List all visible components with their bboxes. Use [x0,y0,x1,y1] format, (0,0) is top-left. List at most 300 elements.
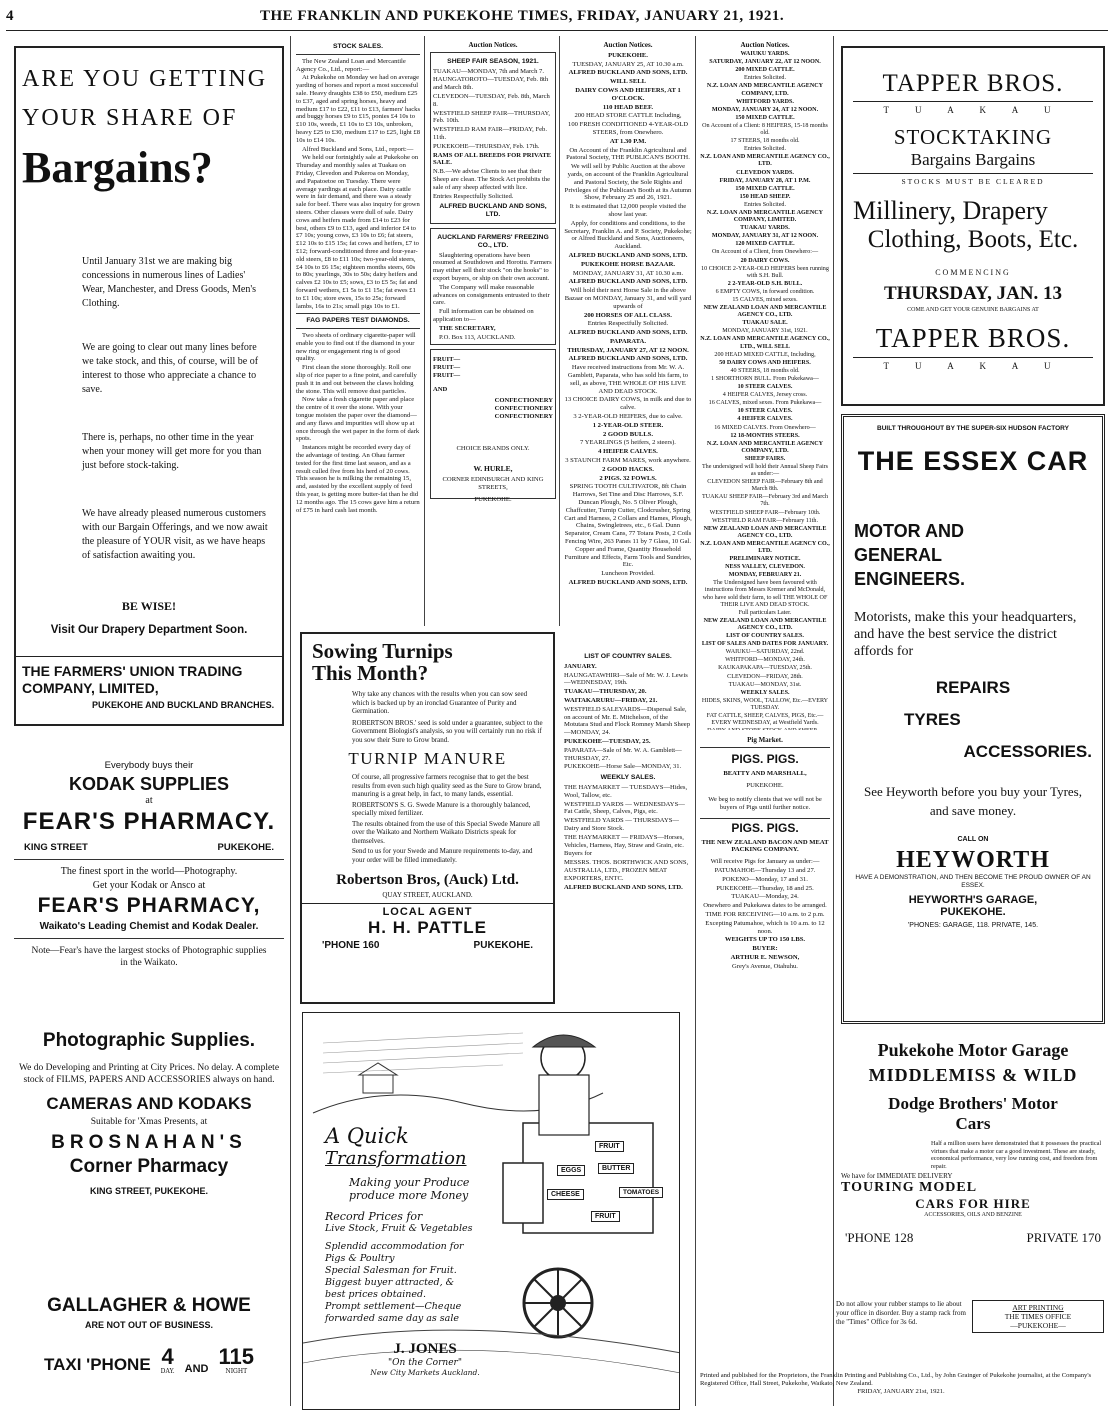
call-on: CALL ON [957,836,989,843]
sheep-fair-item: HAUNGATOROTO—TUESDAY, Feb. 8th and March 8th. [433,76,549,92]
auction-line: 200 HEAD MIXED CATTLE, Including, [714,351,816,358]
auction-line: CLEVEDON YARDS. [736,169,794,176]
turnips-para-5: The results obtained from the use of this Special Swede Manure all over the Waikato and Northern Waikato Districts speak for themselves. [352,819,540,845]
clothing-boots-line: Clothing, Boots, Etc. [867,226,1079,253]
jones-r7: best prices obtained. [325,1289,427,1300]
turnips-para-2: ROBERTSON BROS.' seed is sold under a guarantee, subject to the Government Biologist's analysis, so you will certainly run no risk if you sow their Sure to Grow brand. [352,718,543,744]
art-printing: ART PRINTING [1012,1303,1064,1312]
stock-sales-paragraph: The New Zealand Loan and Mercantile Agency Co., Ltd., report:— [296,57,406,73]
transformation-heading: Transformation [325,1148,467,1169]
kodak-town: PUKEKOHE. [217,842,274,853]
jones-r4: Pigs & Poultry [325,1253,395,1264]
imprint-text: Printed and published for the Proprietors, the Franklin Printing and Publishing Co., Ltd., by John Grainger of Pukekohe journalist, at the Company's Registered Office, Hall Street, Pukekohe, Waikato, New Zealand. [700,1372,1092,1387]
tapper-bros-ad [841,46,1105,406]
auction-line: 10 CHOICE 2-YEAR-OLD HEIFERS been running with S.H. Bull. [701,265,829,279]
robertson-bros-firm: Robertson Bros, (Auck) Ltd. [336,872,519,888]
motorists-text: Motorists, make this your headquarters, and have the best service the district affords for [854,610,1077,659]
bargains-para-1: Until January 31st we are making big concessions in numerous lines of Ladies' Wear, Manchester, and Dress Goods, Men's Clothing. [82,256,257,309]
auction-line: 100 FRESH CONDITIONED 4-YEAR-OLD STEERS, from Onewhero. [568,121,688,136]
this-month-heading: This Month? [312,661,429,685]
auction-line: FRIDAY, JANUARY 28, AT 1 P.M. [719,177,811,184]
auction-line: SATURDAY, JANUARY 22, AT 12 NOON. [709,59,821,66]
jones-corner: "On the Corner" [388,1358,462,1368]
masthead-rule [6,30,1108,31]
auction-line: CLEVEDON—FRIDAY, 28th. [727,673,803,680]
pigs-heading-2: PIGS. PIGS. [731,820,799,835]
column-rule-3 [559,36,560,626]
auction-line: 4 HEIFER CALVES. [598,448,658,456]
auction-line: 16 CALVES, mixed sexes. From Pukekawa— [708,400,822,407]
country-sales-column [564,650,692,1005]
country-sale-item: TUAKAU—THURSDAY, 20. [564,688,647,696]
and-label: AND [184,1363,209,1375]
crate-butter: BUTTER [598,1163,634,1174]
auction-line: 150 HEAD SHEEP. [739,193,791,200]
corner-pharmacy-heading: Corner Pharmacy [69,1156,229,1177]
photographic-supplies-heading: Photographic Supplies. [42,1030,256,1051]
sheep-fair-item: WESTFIELD RAM FAIR—FRIDAY, Feb. 11th. [433,126,547,141]
stock-sales-paragraph: At Pukekohe on Monday we had on average yarding of horses and report a most successful sale. Heavy draughts £38 to £50, medium £25 to £37, aged and spring horses, heavy and medium £17 to £22, £11 to £13, farmers' hacks and buggy horses £9 to £15, ponies £4 10s to £10 10s, weeds, £1 10s to £3 10s, unbroken, heavy £25 to £30, medium £17 to £25, light £8 10s to £14 10s. [296,74,420,144]
beatty-town: PUKEKOHE. [746,782,784,790]
j-jones-name: J. JONES [393,1341,457,1357]
confectionery-2: CONFECTIONERY [494,405,553,413]
motor-and: MOTOR AND [854,521,964,541]
auction-line: NESS VALLEY, CLEVEDON. [725,564,805,571]
jones-r6: Biggest buyer attracted, & [325,1277,455,1288]
stock-sales-heading: STOCK SALES. [332,43,384,50]
auction-line: 2 GOOD HACKS. [602,465,654,473]
auction-line: 2 2-YEAR-OLD S.H. BULL. [727,280,803,287]
country-sale-item: HAUNGATAWHIRI—Sale of Mr. W. J. Lewis—WEDNESDAY, 19th. [564,671,688,687]
auction-line: WILL SELL [609,78,647,86]
auction-line: 2 PIGS. 32 FOWLS. [599,474,657,482]
auction-line: 4 HEIFER CALVES, Jersey cross. [722,392,808,399]
gallagher-howe-heading: GALLAGHER & HOWE [47,1295,251,1316]
auction-line: Entries Solicited. [744,146,786,153]
pig-market-heading: Pig Market. [747,736,783,744]
auction-line: 150 MIXED CATTLE. [735,185,795,192]
country-sale-item: PUKEKOHE—TUESDAY, 25. [564,737,651,745]
sowing-turnips-heading: Sowing Turnips [312,639,453,663]
kodak-line1: The finest sport in the world—Photography. [60,866,238,877]
local-agent-label: LOCAL AGENT [382,906,473,918]
agent-name: H. H. PATTLE [367,918,488,937]
sheep-fair-notice [430,52,556,224]
farmhouse-icon [363,1075,393,1093]
auction-line: 2 GOOD BULLS. [602,430,653,438]
auction-line: DAIRY COWS AND HEIFERS, AT 1 O'CLOCK. [575,86,681,102]
heyworth-phones: 'PHONES: GARAGE, 118. PRIVATE, 145. [907,922,1039,929]
commencing-date: THURSDAY, JAN. 13 [883,283,1063,304]
weekly-sales-heading: WEEKLY SALES. [600,774,656,782]
auction-line: WAIUKU—SATURDAY, 22nd. [725,649,805,656]
country-sale-item: PUKEKOHE—Horse Sale—MONDAY, 31. [564,763,682,771]
auction-line: MONDAY, JANUARY 24, AT 12 NOON. [711,106,819,113]
weekly-sale-item: THE HAYMARKET — TUESDAYS—Hides, Wool, Tallow, etc. [564,783,688,799]
fears-pharmacy-heading: FEAR'S PHARMACY. [22,808,276,835]
bargains-bargains: Bargains Bargains [910,150,1036,169]
auction-column-5 [700,40,830,730]
pig-schedule-line: PUKEKOHE—Thursday, 18 and 25. [716,884,814,892]
weekly-sale-item: WESTFIELD YARDS — WEDNESDAYS—Fat Cattle, Sheep, Calves, Pigs, etc. [564,800,685,816]
heyworth-heading: HEYWORTH [896,847,1050,873]
weekly-sale-item: ALFRED BUCKLAND AND SONS, LTD. [564,883,683,891]
freezing-paragraph: The Company will make reasonable advances on consignments entrusted to their care. [433,283,550,307]
auction-line: 200 MIXED CATTLE. [735,67,795,74]
auction-line: TUAKAU YARDS. [740,225,790,232]
photo-line1: We do Developing and Printing at City Prices. No delay. A complete stock of FILMS, PAPERS AND ACCESSORIES always on hand. [18,1063,280,1085]
auction-line: NEW ZEALAND LOAN AND MERCANTILE AGENCY CO., LTD. [703,525,827,539]
jones-r9: forwarded same day as sale [325,1313,459,1324]
pig-schedule-line: TIME FOR RECEIVING—10 a.m. to 2 p.m. [705,910,825,918]
tapper-town-2: T U A K A U [883,361,1063,371]
general: GENERAL [854,545,943,565]
auction-line: PRELIMINARY NOTICE. [729,556,801,563]
turnip-manure-heading: TURNIP MANURE [348,749,507,768]
heyworth-demo: HAVE A DEMONSTRATION, AND THEN BECOME THE PROUD OWNER OF AN ESSEX. [855,874,1091,889]
auction-line: NEW ZEALAND LOAN AND MERCANTILE AGENCY CO., LTD. [703,305,827,319]
sheep-fair-item: CLEVEDON—TUESDAY, Feb. 8th, March 8. [433,92,550,108]
auction-line: The Undersigned have been favoured with instructions from Messrs Kremer and McDonald, who have sold their farm, to sell THE WHOLE OF THEIR LIVE AND DEAD STOCK. [702,580,828,608]
stock-sales-list [296,58,420,311]
farmers-union-branches: PUKEKOHE AND BUCKLAND BRANCHES. [92,700,275,710]
be-wise: BE WISE! [121,599,177,613]
times-office-town: —PUKEKOHE— [1010,1321,1066,1330]
buckland-signoff: ALFRED BUCKLAND AND SONS, LTD. [439,203,547,219]
accessories: ACCESSORIES. [963,742,1092,761]
sheep-fair-list [433,68,553,201]
commencing-label: COMMENCING [935,268,1011,277]
night-phone-number: 115 [218,1344,255,1369]
bargains-headline: Bargains? [22,143,213,192]
pig-schedule-line: POKENO—Monday, 17 and 31. [722,875,808,883]
auction-line: FAT CATTLE, SHEEP, CALVES, PIGS, Etc.—EVERY WEDNESDAY, at Westfield Yards. [706,712,824,727]
auction-line: ALFRED BUCKLAND AND SONS, LTD. [568,355,688,363]
auction-line: MONDAY, JANUARY 31, AT 12 NOON. [711,233,819,240]
imprint-date: FRIDAY, JANUARY 21st, 1921. [857,1388,945,1395]
auction-line: MONDAY, FEBRUARY 21. [728,572,802,579]
gallagher-howe-ad [14,1295,284,1410]
diamonds-paragraph: Now take a fresh cigarette paper and place the centre of it over the stone. With your tongue moisten the paper over the diamond—and any flaws and impurities will show up at once through the wet paper in the form of dark spots. [296,396,420,443]
night-label: NIGHT [225,1368,248,1375]
farmers-union-ad [14,46,284,726]
auction-line: WESTFIELD SHEEP FAIR—February 10th. [709,509,821,516]
auction-line: KAUKAPAKAPA—TUESDAY, 25th. [718,665,812,672]
agent-phone: 'PHONE 160 [322,940,380,951]
jones-r8: Prompt settlement—Cheque [325,1301,462,1312]
fag-papers-heading: FAG PAPERS TEST DIAMONDS. [306,317,410,325]
diamonds-paragraph: Instances might be recorded every day of the advantage of testing. An Ohau farmer tested for the first time last season, and as a result culled five from his herd of 20 cows. This season he is milking the remaining 15, and, assisted by the excellent supply of feed this year, is getting more butter-fat than he did 12 months ago. The 15 cows gave him a return of £75 in hard cash last month. [296,444,420,514]
weekly-sale-item: Buyers for [564,850,593,858]
auction-line: 7 YEARLINGS (5 heifers, 2 steers). [580,439,676,447]
fruit-1: FRUIT— [433,356,461,364]
weekly-sale-item: MESSRS. THOS. BORTHWICK AND SONS, AUSTRALIA, LTD., FROZEN MEAT EXPORTERS, ENTC. [564,859,689,882]
tapper-bros-heading-2: TAPPER BROS. [875,323,1071,353]
crate-tomatoes: TOMATOES [619,1187,663,1198]
and-label-3: AND [433,385,448,393]
freezing-notice [430,228,556,345]
auction-line: PUKEKOHE. [608,51,648,59]
auction-line: LIST OF COUNTRY SALES. [726,633,804,640]
auction-line: N.Z. LOAN AND MERCANTILE AGENCY COMPANY, LTD. [706,440,824,454]
column-rule-5 [833,36,834,1406]
column-rule-4 [695,36,696,1406]
turnips-para-3: Of course, all progressive farmers recognise that to get the best results from even such high quality seed as the Sure to Grow brand, manuring is a great help, in fact, to many lands, essential. [352,773,542,798]
auction-notices-heading-3: Auction Notices. [468,41,518,49]
cameras-kodaks-heading: CAMERAS AND KODAKS [46,1094,252,1113]
freezing-paragraph: Slaughtering operations have been resumed at Southdown and Horotiu. Farmers may either sell their stock "on the hooks" to export buyers, or ship on their own account. [433,251,552,282]
auction-line: 120 MIXED CATTLE. [735,241,795,248]
auction-line: On Account of a Client, from Onewhero:— [711,249,819,256]
taxi-phone-label: TAXI 'PHONE [43,1355,151,1374]
auction-line: 13 CHOICE DAIRY COWS, in milk and due to calve. [564,396,692,412]
auction-line: 10 STEER CALVES. [737,408,793,415]
weekly-sale-item: WESTFIELD YARDS — THURSDAYS—Dairy and Store Stock. [564,817,679,832]
pig-schedule-line: Excepting Patumahoe, which is 10 a.m. to 12 noon. [705,919,825,935]
country-sale-item: WAITAKARURU—FRIDAY, 21. [564,696,658,704]
hurle-town: PUKEKOHE. [474,496,512,504]
freezing-paragraph: P.O. Box 113, AUCKLAND. [439,333,516,341]
auction-line: N.Z. LOAN AND MERCANTILE AGENCY CO., LTD. [700,540,830,554]
farmers-union-company: THE FARMERS' UNION TRADING COMPANY, LIMITED, [22,663,243,696]
times-office: THE TIMES OFFICE [1004,1312,1072,1321]
auction-line: WHITFORD YARDS. [736,98,794,105]
hurle-name: W. HURLE, [473,463,513,473]
robertson-address: QUAY STREET, AUCKLAND. [382,891,473,899]
auction-line: 17 STEERS, 18 months old. [730,138,800,145]
auction-line: HIDES, SKINS, WOOL, TALLOW, Etc.—EVERY TUESDAY. [701,697,829,711]
kodak-street: KING STREET [24,842,88,853]
middlemiss-wild-names: MIDDLEMISS & WILD [868,1065,1078,1085]
auction-line: 1 2-YEAR-OLD STEER. [592,421,664,429]
auction-line: LIST OF SALES AND DATES FOR JANUARY. [701,641,829,648]
auction-line: 40 STEERS, 18 months old. [730,367,800,374]
bargains-line2: YOUR SHARE OF [22,105,238,131]
fears-pharmacy-ad [14,760,284,1010]
tyres: TYRES [904,710,961,729]
turnips-para-1: Why take any chances with the results when you can sow seed which is backed up by an ironclad Guarantee of Purity and Germination. [352,690,528,715]
pig-schedule-line: BUYER: [752,945,778,953]
auction-line: Have received instructions from Mr. W. A. Gamblett, Paparata, who has sold his farm, to sell, as above, THE WHOLE OF HIS LIVE AND DEAD STOCK. [567,364,689,395]
hurle-address: CORNER EDINBURGH AND KING STREETS, [442,476,544,492]
auction-line: Will hold their next Horse Sale in the above Bazaar on MONDAY, January 31, and will yard upwards of [564,287,692,310]
auction-line: AT 1.30 P.M. [609,137,647,145]
freezing-heading: AUCKLAND FARMERS' FREEZING CO., LTD. [437,233,549,249]
auction-line: TUAKAU—MONDAY, 31st. [728,681,802,688]
pig-schedule-line: Grey's Avenue, Otahuhu. [732,962,798,970]
auction-line: Luncheon Provided. [601,570,655,578]
photo-line2: Suitable for 'Xmas Presents, at [90,1117,208,1127]
auction-line: 12 18-MONTHS STEERS. [730,432,800,439]
sheep-fair-item: TUAKAU—MONDAY, 7th and March 7. [433,67,544,75]
see-heyworth: See Heyworth before you buy your Tyres, and save money. [864,784,1082,818]
weekly-sales-list [564,784,692,891]
kodak-line2: Get your Kodak or Ansco at [92,880,206,891]
fears-pharmacy-heading-2: FEAR'S PHARMACY, [37,894,261,917]
kodak-note: Note—Fear's have the largest stocks of Photographic supplies in the Waikato. [31,946,267,968]
dodge-brothers-1: Dodge Brothers' Motor [888,1094,1058,1113]
country-sale-item: WESTFIELD SALEYARDS—Dispersal Sale, on account of Mr. E. Mitchelson, of the Motutara Stud and Flock Romney Marsh Sheep—MONDAY, 24. [564,705,690,737]
auction-line: 4 HEIFER CALVES. [737,416,793,423]
bargains-para-2: We are going to clear out many lines before we take stock, and this, of course, will be of interest to those who appreciate a chance to save. [82,342,259,395]
column-rule-1 [290,36,291,1406]
jones-sub-1: Making your Produce [349,1176,470,1189]
farmer-body [539,1075,589,1135]
crate-fruit-1: FRUIT [595,1141,624,1152]
stock-sales-paragraph: Alfred Buckland and Sons, Ltd., report:— [302,145,414,153]
diamonds-paragraph: First clean the stone thoroughly. Roll one slip of rice paper to a fine point, and carefully push it in and out between the claws holding the stone. This will remove dust particles. [296,364,417,395]
auction-line: TUESDAY, JANUARY 25, AT 10.30 a.m. [572,60,684,68]
auction-line: ALFRED BUCKLAND AND SONS, LTD. [568,251,688,259]
sheep-fair-item: WESTFIELD SHEEP FAIR—THURSDAY, Feb. 10th. [433,109,551,125]
kodak-at: at [145,795,153,806]
pig-schedule-line: Will receive Pigs for January as under:— [710,858,820,866]
heyworth-town: PUKEKOHE. [940,906,1006,918]
pig-schedule [700,858,830,970]
diamonds-paragraph: Two sheets of ordinary cigarette-paper will enable you to find out if the diamond in your new ring or engagement ring is of good quality. [296,332,416,363]
auction-line: WHITFORD—MONDAY, 24th. [725,657,805,664]
jones-sub-2: produce more Money [349,1189,469,1202]
jones-r3: Splendid accommodation for [325,1241,464,1252]
garage-private: PRIVATE 170 [1026,1230,1101,1245]
auction-line: SHEEP FAIRS. [744,455,786,462]
auction-line: MONDAY, JANUARY 31, AT 10.30 a.m. [572,269,684,277]
auction-line: N.Z. LOAN AND MERCANTILE AGENCY COMPANY, LIMITED. [706,209,824,224]
dodge-brothers-2: Cars [955,1114,991,1133]
kodak-intro: Everybody buys their [104,760,194,771]
middlemiss-wild-ad [841,1040,1105,1280]
jones-text-block [325,1125,525,1377]
engineers: ENGINEERS. [854,569,966,589]
visit-drapery: Visit Our Drapery Department Soon. [50,624,248,636]
stamp-rack-notice: Do not allow your rubber stamps to lie about your office in disorder. Buy a stamp rack from the "Times" Office for 3s 6d. [836,1300,966,1326]
quick-heading: A Quick [325,1124,409,1148]
kodak-supplies-heading: KODAK SUPPLIES [68,774,230,794]
pig-market-column [700,735,830,1375]
repairs: REPAIRS [935,678,1011,697]
bargains-line1: ARE YOU GETTING [22,66,268,92]
auction-line: ALFRED BUCKLAND AND SONS, LTD. [568,278,688,286]
pigs-heading-1: PIGS. PIGS. [731,751,799,766]
brosnahans-heading: BROSNAHAN'S [51,1132,247,1153]
pig-schedule-line: PATUMAHOE—Thursday 13 and 27. [714,866,816,874]
crate-fruit-2: FRUIT [591,1211,620,1222]
auction-line: ALFRED BUCKLAND AND SONS, LTD. [568,579,688,586]
pukekohe-motor-garage: Pukekohe Motor Garage [877,1040,1069,1060]
auction-line: Full particulars Later. [738,609,792,616]
day-phone-number: 4 [161,1344,174,1369]
tapper-bros-heading: TAPPER BROS. [882,70,1064,97]
masthead [0,8,1114,30]
auction-column-4 [564,40,692,640]
nz-bacon-company: THE NEW ZEALAND BACON AND MEAT PACKING COMPANY. [701,838,829,854]
heyworths-garage: HEYWORTH'S GARAGE, [908,894,1038,906]
hurle-notice [430,349,556,504]
newspaper-title: THE FRANKLIN AND PUKEKOHE TIMES, FRIDAY, JANUARY 21, 1921. [260,8,785,24]
auction-notices-heading-5: Auction Notices. [740,41,790,49]
dodge-text: Half a million users have demonstrated that it possesses the practical virtues that make a motor car a good investment. These are steady, economical performance, very low running cost, and freedom from repair. [931,1140,1102,1170]
auction-line: WESTFIELD RAM FAIR—February 11th. [712,517,818,524]
auction-line: THURSDAY, JANUARY 27, AT 12 NOON. [567,346,689,354]
heyworth-essex-ad [841,414,1105,1024]
touring-model: TOURING MODEL [841,1180,978,1195]
auction-line: WEEKLY SALES. [740,689,790,696]
accessories-oils: ACCESSORIES, OILS AND BENZINE [924,1212,1022,1218]
hudson-factory: BUILT THROUGHOUT BY THE SUPER-SIX HUDSON FACTORY [877,425,1069,432]
jones-record-2: Live Stock, Fruit & Vegetables [325,1223,473,1234]
auction-line: 20 DAIRY COWS. [740,257,790,264]
auction-line: ALFRED BUCKLAND AND SONS, LTD. [568,329,688,337]
freezing-paragraph: THE SECRETARY, [439,324,496,332]
auction-line: ALFRED BUCKLAND AND SONS, LTD. [568,69,688,77]
column-rule-2 [424,36,425,626]
country-sale-item: JANUARY. [564,662,597,670]
weekly-sale-item: THE HAYMARKET — FRIDAYS—Horses, Vehicles, Harness, Hay, Straw and Grain, etc. [564,833,684,849]
auction-line: 15 CALVES, mixed sexes. [732,297,798,303]
confectionery-1: CONFECTIONERY [494,397,553,405]
choice-brands: CHOICE BRANDS ONLY. [456,444,530,452]
auction-line: 200 HEAD STORE CATTLE Including, [574,112,682,120]
pig-schedule-line: TUAKAU—Monday, 24. [731,893,799,901]
auction-line: CLEVEDON SHEEP FAIR—February 8th and March 8th. [707,479,823,493]
auction-line: TUAKAU SHEEP FAIR—February 3rd and March 7th. [701,494,829,508]
auction-line: The undersigned will hold their Annual Sheep Fairs as under:— [701,463,829,478]
auction-line: 150 MIXED CATTLE. [735,114,795,121]
auction-line: On Account of a Client: 8 HEIFERS, 15-18 months old. [702,122,828,137]
crate-eggs: EGGS [557,1165,585,1176]
imprint [700,1372,1102,1414]
fruit-2: FRUIT— [433,364,461,372]
auction-line: 50 DAIRY COWS AND HEIFERS. [719,359,811,366]
come-and-get: COME AND GET YOUR GENUINE BARGAINS AT [907,307,1039,313]
auction-line: Entries Respectfully Solicited. [587,320,669,328]
auction-line: 200 HORSES OF ALL CLASS. [584,311,672,319]
auction-line: PUKEKOHE HORSE BAZAAR. [581,260,675,268]
auction-line: Apply, for conditions and conditions, to the Secretary, Franklin A. and P. Society, Pukekohe; or Alfred Buckland and Sons, Auctioneers, Auckland. [564,219,692,251]
immediate-delivery: We have for IMMEDIATE DELIVERY [841,1172,953,1180]
stocks-cleared: STOCKS MUST BE CLEARED [901,177,1045,186]
art-printing-notice [972,1300,1104,1348]
brosnahans-pharmacy-ad [14,1030,284,1270]
auction-line: N.Z. LOAN AND MERCANTILE AGENCY CO., LTD. [700,154,830,168]
kodak-line3: Waikato's Leading Chemist and Kodak Dealer. [39,921,259,932]
turnips-para-6: Send to us for your Swede and Manure requirements to-day, and your order will be filled immediately. [352,847,533,864]
auction-line: MONDAY, JANUARY 31st, 1921. [722,328,808,335]
auction-line: 6 EMPTY COWS, in forward condition. [715,288,815,295]
sheep-fair-heading: SHEEP FAIR SEASON, 1921. [447,57,539,65]
col5-auction-list [700,51,830,730]
auction-line: WAIUKU YARDS. [740,51,790,58]
crate-cheese: CHEESE [547,1189,584,1200]
confectionery-3: CONFECTIONERY [494,413,553,421]
garage-phone: 'PHONE 128 [845,1230,914,1245]
bargains-para-3: There is, perhaps, no other time in the year when your money will get more for you than just before stock-taking. [82,432,262,471]
freezing-list [433,252,553,342]
auction-line: 16 MIXED CALVES. From Onewhero— [714,424,816,431]
essex-car-heading: THE ESSEX CAR [857,446,1089,476]
auction-line: 10 STEER CALVES. [737,384,793,391]
page-number: 4 [6,8,14,24]
col4-auction-list [564,52,692,587]
cars-for-hire: CARS FOR HIRE [915,1196,1031,1211]
auction-line: NEW ZEALAND LOAN AND MERCANTILE AGENCY CO., LTD. [703,617,827,631]
pig-schedule-line: ARTHUR E. NEWSON, [730,953,800,961]
jones-record-1: Record Prices for [325,1210,423,1223]
auction-line: TUAKAU SALE. [742,320,788,327]
country-sale-item: PAPARATA—Sale of Mr. W. A. Gamblett—THURSDAY, 27. [564,746,682,762]
auction-line [700,728,830,730]
country-sales-list [564,663,692,771]
